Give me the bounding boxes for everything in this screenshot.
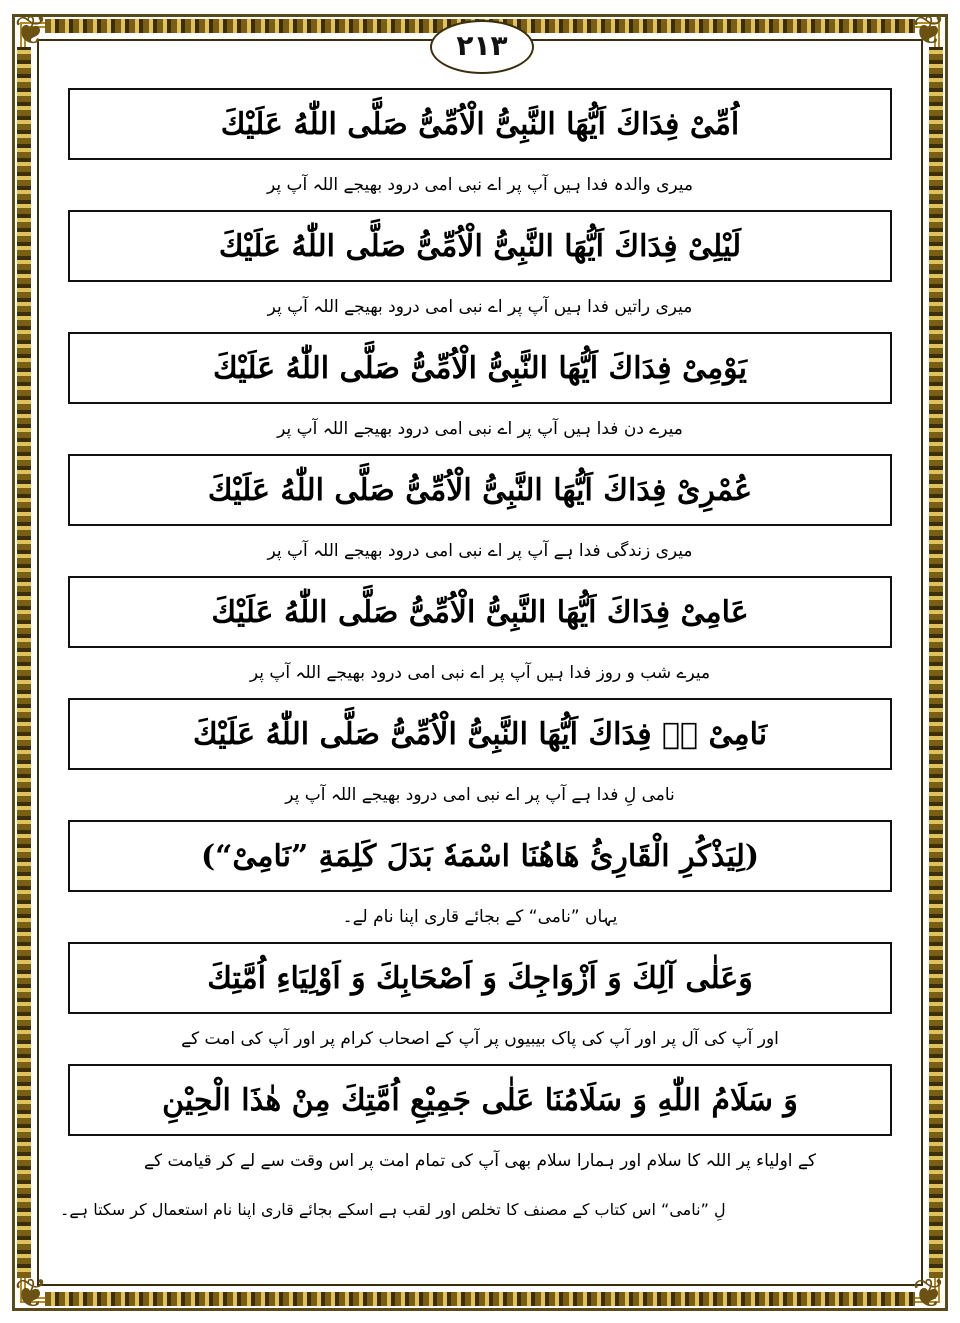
urdu-translation: میری والدہ فدا ہیں آپ پر اے نبی امی درود بھیجے اللہ آپ پر bbox=[266, 175, 694, 195]
content bbox=[68, 88, 892, 1186]
arabic-verse-box: وَعَلٰی آلِكَ وَ اَزْوَاجِكَ وَ اَصْحَابِكَ وَ اَوْلِیَاءِ اُمَّتِكَ bbox=[68, 942, 892, 1014]
arabic-verse-box: عَامِیْ فِدَاكَ اَیُّهَا النَّبِیُّ الْاُمِّیُّ صَلَّی اللّٰهُ عَلَیْكَ bbox=[68, 576, 892, 648]
arabic-verse-box: نَامِیْ لٖ فِدَاكَ اَیُّهَا النَّبِیُّ الْاُمِّیُّ صَلَّی اللّٰهُ عَلَیْكَ bbox=[68, 698, 892, 770]
urdu-translation: کے اولیاء پر اللہ کا سلام اور ہمارا سلام بھی آپ کی تمام امت پر اس وقت سے لے کر قیامت کے bbox=[144, 1151, 816, 1171]
urdu-translation: میرے شب و روز فدا ہیں آپ پر اے نبی امی درود بھیجے اللہ آپ پر bbox=[249, 663, 711, 683]
arabic-verse-box: عُمْرِیْ فِدَاكَ اَیُّهَا النَّبِیُّ الْاُمِّیُّ صَلَّی اللّٰهُ عَلَیْكَ bbox=[68, 454, 892, 526]
urdu-translation: نامی لِ فدا ہے آپ پر اے نبی امی درود بھیجے اللہ آپ پر bbox=[285, 785, 675, 805]
urdu-translation: اور آپ کی آل پر اور آپ کی پاک بیبیوں پر آپ کے اصحاب کرام پر اور آپ کی امت کے bbox=[181, 1029, 779, 1049]
arabic-verse-box: (لِیَذْكُرِ الْقَارِئُ هَاهُنَا اسْمَهٗ بَدَلَ كَلِمَةِ ”نَامِیْ“) bbox=[68, 820, 892, 892]
arabic-verse-box: لَیْلِیْ فِدَاكَ اَیُّهَا النَّبِیُّ الْاُمِّیُّ صَلَّی اللّٰهُ عَلَیْكَ bbox=[68, 210, 892, 282]
urdu-translation: میری راتیں فدا ہیں آپ پر اے نبی امی درود بھیجے اللہ آپ پر bbox=[267, 297, 693, 317]
page-number: ۲۱۳ bbox=[430, 20, 534, 74]
corner-ornament-icon: ❦ bbox=[14, 8, 48, 54]
border-vine-right bbox=[929, 47, 943, 1278]
corner-ornament-icon: ❦ bbox=[14, 1271, 48, 1317]
corner-ornament-icon: ❦ bbox=[912, 1271, 946, 1317]
footnote: لِ ”نامی“ اس کتاب کے مصنف کا تخلص اور لقب ہے اسکے بجائے قاری اپنا نام استعمال کر سکتا ہے۔ bbox=[60, 1200, 726, 1219]
arabic-verse-box: وَ سَلَامُ اللّٰهِ وَ سَلَامُنَا عَلٰی جَمِیْعِ اُمَّتِكَ مِنْ هٰذَا الْحِیْنِ bbox=[68, 1064, 892, 1136]
arabic-verse-box: اُمِّیْ فِدَاكَ اَیُّهَا النَّبِیُّ الْاُمِّیُّ صَلَّی اللّٰهُ عَلَیْكَ bbox=[68, 88, 892, 160]
urdu-translation: میری زندگی فدا ہے آپ پر اے نبی امی درود بھیجے اللہ آپ پر bbox=[267, 541, 693, 561]
arabic-verse-box: یَوْمِیْ فِدَاكَ اَیُّهَا النَّبِیُّ الْاُمِّیُّ صَلَّی اللّٰهُ عَلَیْكَ bbox=[68, 332, 892, 404]
urdu-translation: میرے دن فدا ہیں آپ پر اے نبی امی درود بھیجے اللہ آپ پر bbox=[277, 419, 683, 439]
urdu-translation: یہاں ”نامی“ کے بجائے قاری اپنا نام لے۔ bbox=[342, 907, 618, 927]
corner-ornament-icon: ❦ bbox=[912, 8, 946, 54]
border-vine-left bbox=[17, 47, 31, 1278]
border-vine-bottom bbox=[45, 1292, 915, 1306]
